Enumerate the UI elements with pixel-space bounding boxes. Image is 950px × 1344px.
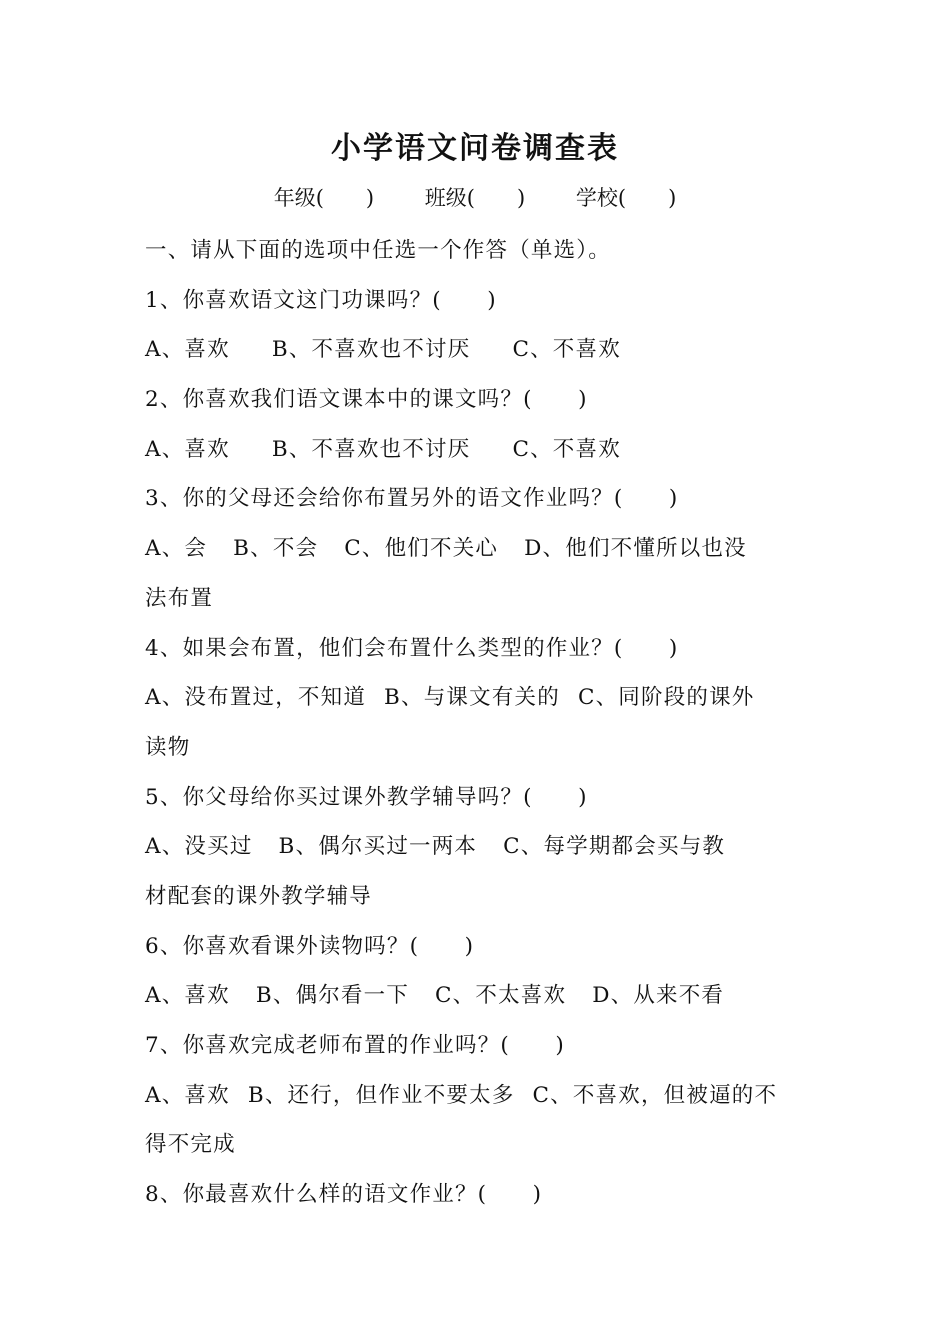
student-info-row [0, 180, 950, 216]
options-4 [145, 673, 813, 723]
question-7: 7、你喜欢完成老师布置的作业吗？( ) [145, 1033, 565, 1058]
options-5 [145, 822, 813, 872]
school-field: 学校( ) [575, 186, 677, 210]
option-5c: C、每学期都会买与教 [503, 834, 726, 860]
option-4c: C、同阶段的课外 [577, 685, 755, 711]
options-1 [145, 325, 813, 375]
option-5a: A、没买过 [145, 834, 253, 860]
options-7 [145, 1071, 813, 1121]
section-heading: 一、请从下面的选项中任选一个作答（单选）。 [145, 238, 611, 263]
option-3c: C、他们不关心 [344, 536, 499, 562]
option-6a: A、喜欢 [145, 983, 230, 1009]
options-2 [145, 425, 813, 475]
class-field: 班级( ) [424, 186, 526, 210]
option-7c: C、不喜欢，但被逼的不 [532, 1082, 778, 1108]
options-7-continued: 得不完成 [145, 1132, 236, 1158]
option-6c: C、不太喜欢 [435, 983, 567, 1009]
options-6 [145, 971, 813, 1021]
option-3a: A、会 [145, 536, 208, 562]
options-5-continued: 材配套的课外教学辅导 [145, 883, 373, 909]
question-4: 4、如果会布置，他们会布置什么类型的作业？( ) [145, 635, 679, 661]
option-2a: A、喜欢 [145, 436, 230, 462]
question-6: 6、你喜欢看课外读物吗？( ) [145, 933, 475, 959]
option-7a: A、喜欢 [145, 1082, 230, 1108]
question-1: 1、你喜欢语文这门功课吗？( ) [145, 287, 497, 313]
question-8: 8、你最喜欢什么样的语文作业？( ) [145, 1182, 543, 1208]
survey-body [145, 226, 813, 1220]
options-3 [145, 524, 813, 574]
option-3d: D、他们不懂所以也没 [524, 536, 747, 562]
option-5b: B、偶尔买过一两本 [278, 834, 478, 860]
option-1b: B、不喜欢也不讨厌 [271, 337, 471, 363]
options-4-continued: 读物 [145, 734, 191, 760]
grade-field: 年级( ) [273, 186, 375, 210]
option-1a: A、喜欢 [145, 337, 230, 363]
page-title: 小学语文问卷调查表 [331, 131, 619, 166]
option-2c: C、不喜欢 [512, 436, 621, 462]
options-3-continued: 法布置 [145, 585, 214, 611]
question-3: 3、你的父母还会给你布置另外的语文作业吗？( ) [145, 486, 679, 512]
question-2: 2、你喜欢我们语文课本中的课文吗？( ) [145, 387, 588, 413]
option-1c: C、不喜欢 [512, 337, 621, 363]
question-5: 5、你父母给你买过课外教学辅导吗？( ) [145, 784, 588, 810]
option-6b: B、偶尔看一下 [255, 983, 410, 1009]
option-2b: B、不喜欢也不讨厌 [271, 436, 471, 462]
option-6d: D、从来不看 [592, 983, 725, 1009]
option-3b: B、不会 [233, 536, 319, 562]
option-4a: A、没布置过，不知道 [145, 685, 367, 711]
option-4b: B、与课文有关的 [384, 685, 560, 711]
option-7b: B、还行，但作业不要太多 [247, 1082, 515, 1108]
